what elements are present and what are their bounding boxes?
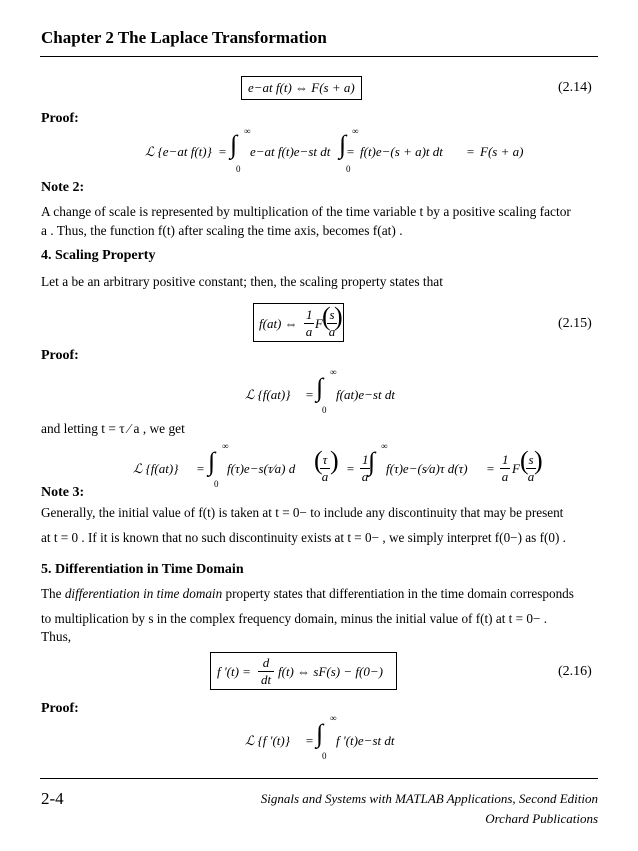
equation-number-2-15: (2.15) — [558, 316, 592, 331]
integral-sign: ∫ — [208, 447, 216, 476]
section-5-line1-pre: The — [41, 586, 65, 601]
integral-sign: ∫ — [368, 447, 376, 476]
proof4-eq: = — [305, 733, 314, 748]
F-symbol: F — [512, 461, 520, 476]
equation-number-2-16: (2.16) — [558, 664, 592, 679]
section-5-line2: to multiplication by s in the complex frequency domain, minus the initial value of f(t) at t = 0− . — [41, 611, 547, 626]
proof3-lhs: ℒ {f(at)} — [133, 461, 179, 476]
proof2-lhs: ℒ {f(at)} — [245, 387, 291, 402]
upper-limit: ∞ — [244, 126, 251, 136]
fraction-numerator: 1 — [306, 307, 313, 322]
right-paren: ) — [334, 302, 343, 331]
lower-limit: 0 — [346, 164, 351, 174]
proof3-eq2: = — [346, 461, 355, 476]
proof1-eq3: = — [466, 144, 475, 159]
proof4-integrand: f '(t)e−st dt — [336, 733, 395, 748]
proof1-lhs: ℒ {e−at f(t)} — [145, 144, 212, 159]
integral-sign: ∫ — [339, 130, 347, 159]
section-4-text: Let a be an arbitrary positive constant; then, the scaling property states that — [41, 274, 443, 289]
fraction — [500, 452, 510, 485]
proof3-eq3: = — [486, 461, 495, 476]
proof2-eq: = — [305, 387, 314, 402]
fraction-denominator: a — [305, 324, 313, 339]
fraction — [304, 307, 314, 340]
proof1-eq1: = — [218, 144, 227, 159]
left-paren: ( — [314, 446, 323, 475]
upper-limit: ∞ — [222, 441, 229, 451]
fraction-denominator: dt — [260, 672, 272, 687]
letting-text: and letting t = τ ⁄ a , we get — [41, 421, 185, 436]
lower-limit: 0 — [236, 164, 241, 174]
lower-limit: 0 — [322, 405, 327, 415]
proof-label: Proof: — [41, 111, 79, 126]
note2-line2: a . Thus, the function f(t) after scaling the time axis, becomes f(at) . — [41, 223, 403, 238]
fraction-denominator: a — [361, 469, 369, 484]
fraction-denominator: a — [328, 324, 336, 339]
note3-line2: at t = 0 . If it is known that no such discontinuity exists at t = 0− , we simply interpret f(0−) as f(0) . — [41, 530, 566, 545]
section-5-line3: Thus, — [41, 629, 72, 644]
proof3-eq1: = — [196, 461, 205, 476]
section-5-line1-post: property states that differentiation in the time domain corresponds — [222, 586, 574, 601]
fraction-numerator: s — [327, 307, 337, 324]
proof1-rhs-integrand: f(t)e−(s + a)t dt — [360, 144, 443, 159]
proof4-lhs: ℒ {f '(t)} — [245, 733, 290, 748]
integral-sign: ∫ — [316, 373, 324, 402]
section-5-term: differentiation in time domain — [64, 586, 223, 601]
lower-limit: 0 — [322, 751, 327, 761]
integral-sign: ∫ — [230, 130, 238, 159]
fraction-denominator: a — [501, 469, 509, 484]
fraction-numerator: d — [258, 655, 274, 672]
note2-line1: A change of scale is represented by multiplication of the time variable t by a positive scaling factor — [41, 204, 571, 219]
upper-limit: ∞ — [352, 126, 359, 136]
integral-sign: ∫ — [316, 719, 324, 748]
equation-2-15-lhs: f(at) ⇔ — [259, 316, 298, 331]
section-4-title: 4. Scaling Property — [41, 248, 156, 263]
fraction-numerator: 1 — [502, 452, 509, 467]
footer-rule — [40, 778, 598, 779]
publisher: Orchard Publications — [485, 811, 598, 826]
proof3-integrand1: f(τ)e−s(τ⁄a) d — [227, 461, 296, 476]
right-paren: ) — [330, 446, 339, 475]
fraction-denominator: a — [321, 469, 329, 484]
proof-label: Proof: — [41, 348, 79, 363]
lower-limit: 0 — [214, 479, 219, 489]
upper-limit: ∞ — [330, 367, 337, 377]
book-title: Signals and Systems with MATLAB Applications, Second Edition — [260, 791, 598, 806]
note3-line1: Generally, the initial value of f(t) is taken at t = 0− to include any discontinuity that may be present — [41, 505, 564, 520]
proof-label: Proof: — [41, 701, 79, 716]
fraction-numerator: 1 — [362, 452, 369, 467]
fraction-numerator: s — [526, 452, 536, 469]
F-symbol: F — [315, 316, 323, 331]
right-paren: ) — [534, 446, 543, 475]
proof3-integrand2: f(τ)e−(s⁄a)τ d(τ) — [386, 461, 468, 476]
proof1-eq2: = — [346, 144, 355, 159]
upper-limit: ∞ — [381, 441, 388, 451]
fraction-numerator: τ — [320, 452, 330, 469]
page-number: 2-4 — [41, 789, 64, 808]
note2-label: Note 2: — [41, 180, 85, 195]
fraction — [320, 452, 330, 485]
left-paren: ( — [322, 302, 331, 331]
equation-2-16-lhs: f '(t) = — [217, 664, 251, 679]
section-5-title: 5. Differentiation in Time Domain — [41, 562, 244, 577]
fraction-denominator: a — [527, 469, 535, 484]
equation-2-14: e−at f(t) ⇔ F(s + a) — [248, 80, 355, 95]
note3-label: Note 3: — [41, 485, 85, 500]
section-5-line1 — [41, 587, 574, 601]
fraction — [258, 655, 274, 688]
proof2-integrand: f(at)e−st dt — [336, 387, 395, 402]
proof1-middle: e−at f(t)e−st dt — [250, 144, 331, 159]
upper-limit: ∞ — [330, 713, 337, 723]
equation-2-16-rhs: f(t) ⇔ sF(s) − f(0−) — [278, 664, 383, 679]
proof1-result: F(s + a) — [480, 144, 524, 159]
chapter-title: Chapter 2 The Laplace Transformation — [41, 28, 327, 47]
equation-number-2-14: (2.14) — [558, 80, 592, 95]
left-paren: ( — [520, 446, 529, 475]
header-rule — [40, 56, 598, 57]
